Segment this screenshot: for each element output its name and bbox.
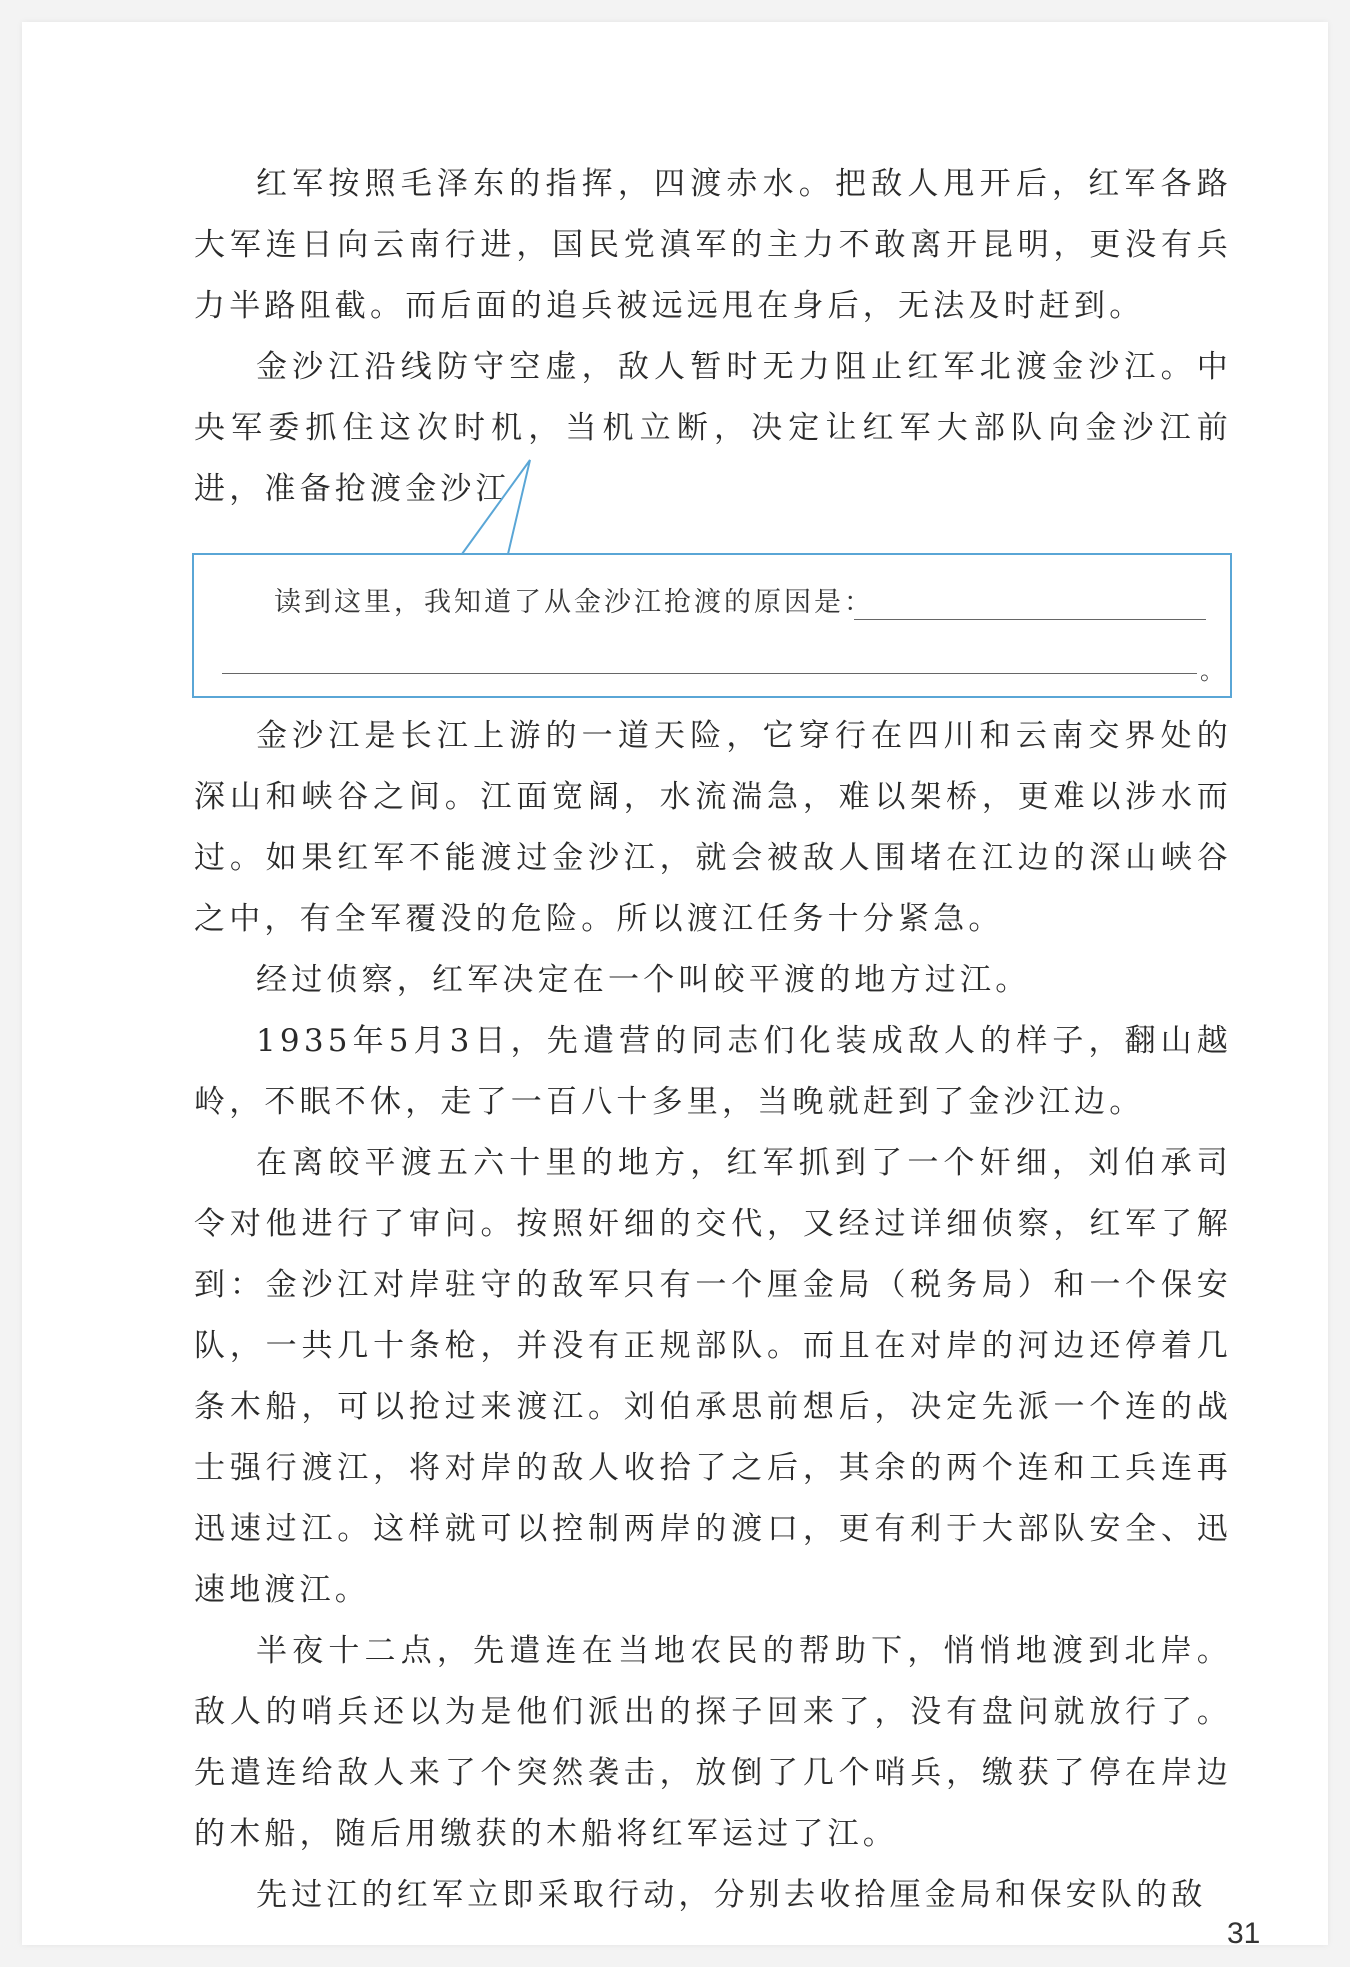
text-block-top bbox=[194, 154, 1232, 520]
paragraph: 经过侦察，红军决定在一个叫皎平渡的地方过江。 bbox=[256, 962, 1031, 998]
text-block-bottom bbox=[194, 706, 1232, 1926]
paragraph: 半夜十二点，先遣连在当地农民的帮助下，悄悄地渡到北岸。敌人的哨兵还以为是他们派出的探子回来了，没有盘问就放行了。先遣连给敌人来了个突然袭击，放倒了几个哨兵，缴获了停在岸边的木船，随后用缴获的木船将红军运过了江。 bbox=[194, 1633, 1232, 1852]
answer-line-2[interactable] bbox=[222, 673, 1197, 674]
answer-line-1[interactable] bbox=[854, 619, 1206, 620]
paragraph: 在离皎平渡五六十里的地方，红军抓到了一个奸细，刘伯承司令对他进行了审问。按照奸细的交代，又经过详细侦察，红军了解到：金沙江对岸驻守的敌军只有一个厘金局（税务局）和一个保安队，一共几十条枪，并没有正规部队。而且在对岸的河边还停着几条木船，可以抢过来渡江。刘伯承思前想后，决定先派一个连的战士强行渡江，将对岸的敌人收拾了之后，其余的两个连和工兵连再迅速过江。这样就可以控制两岸的渡口，更有利于大部队安全、迅速地渡江。 bbox=[194, 1145, 1232, 1608]
paragraph: 红军按照毛泽东的指挥，四渡赤水。把敌人甩开后，红军各路大军连日向云南行进，国民党滇军的主力不敢离开昆明，更没有兵力半路阻截。而后面的追兵被远远甩在身后，无法及时赶到。 bbox=[194, 166, 1232, 324]
paragraph: 1935年5月3日，先遣营的同志们化装成敌人的样子，翻山越岭，不眠不休，走了一百八十多里，当晚就赶到了金沙江边。 bbox=[194, 1023, 1232, 1120]
paragraph: 金沙江是长江上游的一道天险，它穿行在四川和云南交界处的深山和峡谷之间。江面宽阔，水流湍急，难以架桥，更难以涉水而过。如果红军不能渡过金沙江，就会被敌人围堵在江边的深山峡谷之中，有全军覆没的危险。所以渡江任务十分紧急。 bbox=[194, 718, 1232, 937]
paragraph: 金沙江沿线防守空虚，敌人暂时无力阻止红军北渡金沙江。中央军委抓住这次时机，当机立断，决定让红军大部队向金沙江前进，准备抢渡金沙江。 bbox=[194, 349, 1232, 507]
reading-note-box bbox=[192, 553, 1232, 698]
textbook-page bbox=[22, 22, 1328, 1950]
paragraph: 先过江的红军立即采取行动，分别去收拾厘金局和保安队的敌 bbox=[256, 1877, 1207, 1913]
callout-pointer bbox=[462, 460, 572, 556]
page-number: 31 bbox=[1227, 1917, 1261, 1950]
note-end-mark: 。 bbox=[1200, 657, 1224, 685]
note-prompt: 读到这里，我知道了从金沙江抢渡的原因是： bbox=[274, 587, 874, 618]
